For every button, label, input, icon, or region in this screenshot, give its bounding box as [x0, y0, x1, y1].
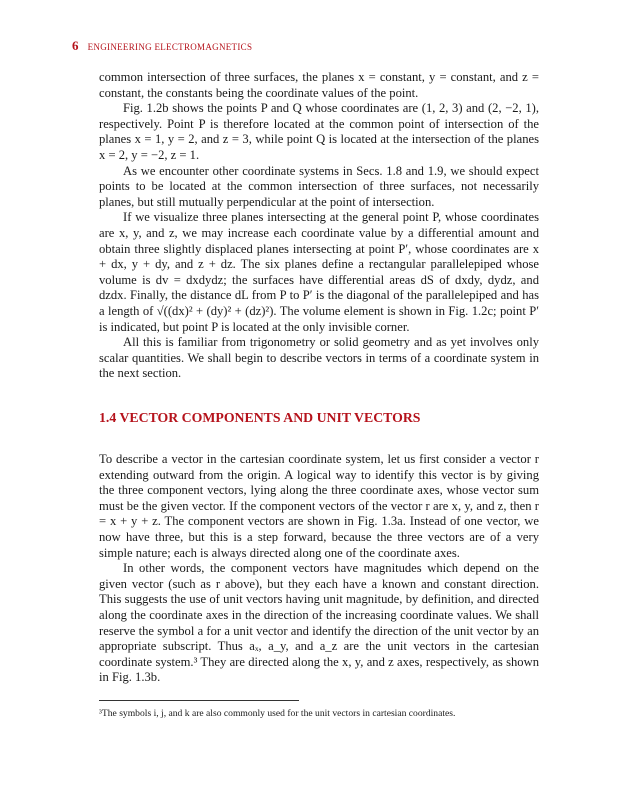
paragraph: As we encounter other coordinate systems in Secs. 1.8 and 1.9, we should expect points to be located at the common intersection of three surfaces, not necessarily planes, but still mutually perpendicular at the point of intersection.: [99, 163, 539, 209]
paragraph: If we visualize three planes intersecting at the general point P, whose coordinates are x, y, and z, we may increase each coordinate value by a differential amount and obtain three slightly displaced planes intersecting at point P′, whose coordinates are x + dx, y + dy, and z + dz. The six planes define a rectangular parallelepiped whose volume is dv = dxdydz; the surfaces have differential areas dS of dxdy, dydz, and dzdx. Finally, the distance dL from P to P′ is the diagonal of the parallelepiped and has a length of √((dx)² + (dy)² + (dz)²). The volume element is shown in Fig. 1.2c; point P′ is indicated, but point P is located at the only invisible corner.: [99, 210, 539, 334]
footnote: ³The symbols i, j, and k are also commonly used for the unit vectors in cartesian coordinates.: [99, 708, 456, 719]
running-head: [72, 38, 252, 54]
paragraph: In other words, the component vectors have magnitudes which depend on the given vector (such as r above), but they each have a known and constant direction. This suggests the use of unit vectors having unit magnitude, by definition, and directed along the coordinate axes in the direction of the increasing coordinate values. We shall reserve the symbol a for a unit vector and identify the direction of the unit vector by an appropriate subscript. Thus aₓ, a_y, and a_z are the unit vectors in the cartesian coordinate system.³ They are directed along the x, y, and z axes, respectively, as shown in Fig. 1.3b.: [99, 561, 539, 685]
section-heading: 1.4 VECTOR COMPONENTS AND UNIT VECTORS: [99, 410, 421, 425]
paragraph: To describe a vector in the cartesian coordinate system, let us first consider a vector r extending outward from the origin. A logical way to identify this vector is by giving the three component vectors, lying along the three coordinate axes, whose vector sum must be the given vector. If the component vectors of the vector r are x, y, and z, then r = x + y + z. The component vectors are shown in Fig. 1.3a. Instead of one vector, we now have three, but this is a step forward, because the three vectors are of a very simple nature; each is always directed along one of the coordinate axes.: [99, 452, 539, 560]
body-text-bottom: [99, 452, 539, 686]
paragraph: Fig. 1.2b shows the points P and Q whose coordinates are (1, 2, 3) and (2, −2, 1), respectively. Point P is therefore located at the common point of intersection of the planes x = 1, y = 2, and z = 3, while point Q is located at the intersection of the planes x = 2, y = −2, z = 1.: [99, 101, 539, 162]
page-number: 6: [72, 38, 79, 53]
footnote-rule: [99, 700, 299, 701]
running-title: ENGINEERING ELECTROMAGNETICS: [87, 42, 253, 52]
paragraph: common intersection of three surfaces, the planes x = constant, y = constant, and z = constant, the constants being the coordinate values of the point.: [99, 70, 539, 100]
body-text-top: [99, 70, 539, 382]
paragraph: All this is familiar from trigonometry or solid geometry and as yet involves only scalar quantities. We shall begin to describe vectors in terms of a coordinate system in the next section.: [99, 335, 539, 381]
